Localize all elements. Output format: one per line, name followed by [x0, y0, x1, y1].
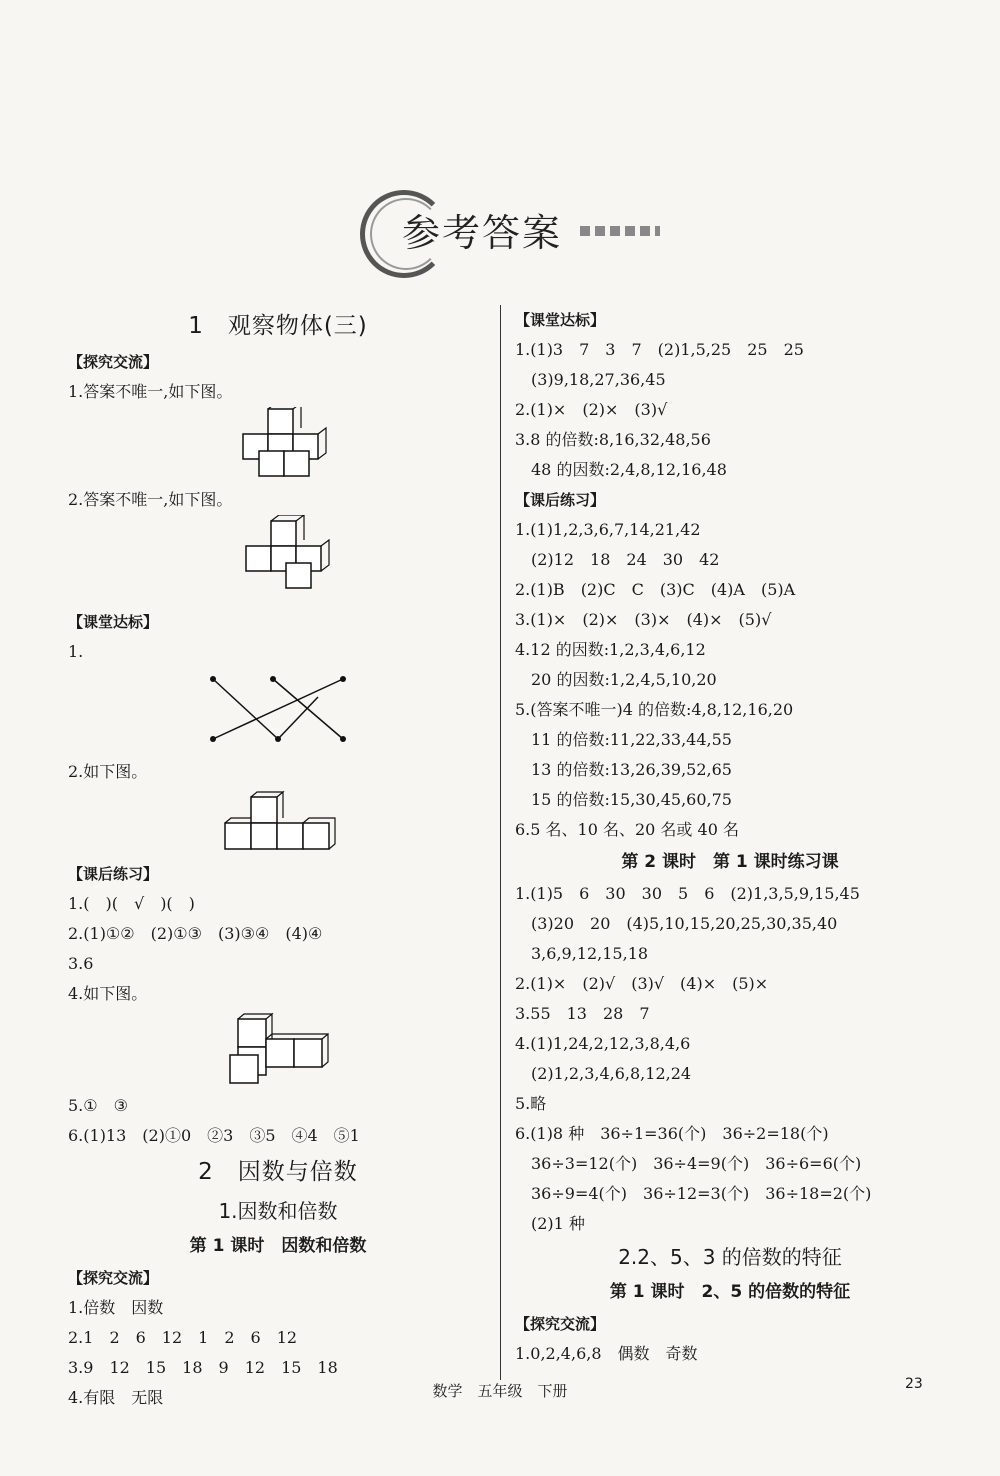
- matching-lines-figure: [68, 667, 488, 757]
- column-divider: [500, 305, 501, 1380]
- answer-line: 6.5 名、10 名、20 名或 40 名: [515, 820, 739, 839]
- unit-heading: 2.2、5、3 的倍数的特征: [618, 1245, 842, 1269]
- chapter-heading: 1 观察物体(三): [188, 313, 368, 339]
- lesson-heading: 第 1 课时 因数和倍数: [189, 1236, 367, 1256]
- answer-line: 2.(1)B (2)C C (3)C (4)A (5)A: [515, 580, 796, 599]
- answer-line: 1.倍数 因数: [68, 1298, 164, 1317]
- answer-line: 1.(1)1,2,3,6,7,14,21,42: [515, 520, 701, 539]
- cube-figure-4-svg: [68, 1009, 488, 1091]
- answer-line: 2.1 2 6 12 1 2 6 12: [68, 1328, 298, 1347]
- answer-line: 4.(1)1,24,2,12,3,8,4,6: [515, 1034, 691, 1053]
- answer-line: 5.略: [515, 1094, 547, 1113]
- answer-line: 3.9 12 15 18 9 12 15 18: [68, 1358, 338, 1377]
- answer-line: 3.(1)× (2)× (3)× (4)× (5)√: [515, 610, 772, 629]
- matching-lines-svg: [68, 667, 488, 757]
- answer-line: 5.(答案不唯一)4 的倍数:4,8,12,16,20: [515, 700, 794, 719]
- cube-figure-3-svg: [68, 787, 488, 859]
- section-heading: 【探究交流】: [515, 1315, 606, 1333]
- answer-line: (2)1 种: [531, 1214, 585, 1233]
- answer-line: 3,6,9,12,15,18: [531, 944, 649, 963]
- answer-line: 2.(1)× (2)√ (3)√ (4)× (5)×: [515, 974, 769, 993]
- cube-figure-2: [68, 515, 488, 607]
- page-footer: 数学 五年级 下册: [432, 1382, 568, 1400]
- answer-line: 20 的因数:1,2,4,5,10,20: [531, 670, 717, 689]
- answer-line: 15 的倍数:15,30,45,60,75: [531, 790, 732, 809]
- answer-line: 36÷9=4(个) 36÷12=3(个) 36÷18=2(个): [531, 1184, 872, 1203]
- answer-line: 48 的因数:2,4,8,12,16,48: [531, 460, 727, 479]
- title-dash-decoration: [580, 226, 660, 236]
- answer-line: 2.(1)①② (2)①③ (3)③④ (4)④: [68, 924, 323, 943]
- answer-line: 4.12 的因数:1,2,3,4,6,12: [515, 640, 706, 659]
- answer-line: 11 的倍数:11,22,33,44,55: [531, 730, 732, 749]
- unit-heading: 1.因数和倍数: [218, 1199, 338, 1223]
- section-heading: 【课堂达标】: [515, 311, 606, 329]
- answer-line: 2.如下图。: [68, 762, 148, 781]
- answer-line: (3)9,18,27,36,45: [531, 370, 666, 389]
- left-column: [68, 305, 488, 1413]
- section-heading: 【课后练习】: [68, 865, 159, 883]
- answer-line: 1.( )( √ )( ): [68, 894, 195, 913]
- answer-line: 1.(1)3 7 3 7 (2)1,5,25 25 25: [515, 340, 804, 359]
- cube-figure-1-svg: [68, 407, 488, 485]
- cube-figure-1: [68, 407, 488, 485]
- answer-line: 1.答案不唯一,如下图。: [68, 382, 233, 401]
- title-text: 参考答案: [402, 211, 563, 255]
- answer-line: 2.(1)× (2)× (3)√: [515, 400, 668, 419]
- section-heading: 【课后练习】: [515, 491, 606, 509]
- answer-line: 6.(1)13 (2)①0 ②3 ③5 ④4 ⑤1: [68, 1126, 360, 1145]
- answer-line: 1.0,2,4,6,8 偶数 奇数: [515, 1344, 698, 1363]
- answer-line: 36÷3=12(个) 36÷4=9(个) 36÷6=6(个): [531, 1154, 862, 1173]
- section-heading: 【课堂达标】: [68, 613, 159, 631]
- answer-line: 4.有限 无限: [68, 1388, 164, 1407]
- answer-line: (2)12 18 24 30 42: [531, 550, 720, 569]
- answer-line: 1.: [68, 642, 84, 661]
- answer-line: (3)20 20 (4)5,10,15,20,25,30,35,40: [531, 914, 838, 933]
- answer-line: 5.① ③: [68, 1096, 128, 1115]
- answer-line: 2.答案不唯一,如下图。: [68, 490, 233, 509]
- cube-figure-2-svg: [68, 515, 488, 607]
- page-number: 23: [905, 1376, 923, 1392]
- section-heading: 【探究交流】: [68, 353, 159, 371]
- answer-line: 3.55 13 28 7: [515, 1004, 650, 1023]
- answer-line: 4.如下图。: [68, 984, 148, 1003]
- chapter-heading: 2 因数与倍数: [198, 1159, 358, 1185]
- answer-line: 3.8 的倍数:8,16,32,48,56: [515, 430, 711, 449]
- answer-line: 3.6: [68, 954, 94, 973]
- lesson-heading: 第 1 课时 2、5 的倍数的特征: [609, 1282, 851, 1302]
- page-title: [360, 190, 660, 270]
- answer-line: 13 的倍数:13,26,39,52,65: [531, 760, 732, 779]
- answer-line: (2)1,2,3,4,6,8,12,24: [531, 1064, 692, 1083]
- lesson-heading: 第 2 课时 第 1 课时练习课: [621, 852, 839, 872]
- cube-figure-3: [68, 787, 488, 859]
- answer-line: 1.(1)5 6 30 30 5 6 (2)1,3,5,9,15,45: [515, 884, 860, 903]
- cube-figure-4: [68, 1009, 488, 1091]
- answer-line: 6.(1)8 种 36÷1=36(个) 36÷2=18(个): [515, 1124, 829, 1143]
- section-heading: 【探究交流】: [68, 1269, 159, 1287]
- right-column: [515, 305, 945, 1369]
